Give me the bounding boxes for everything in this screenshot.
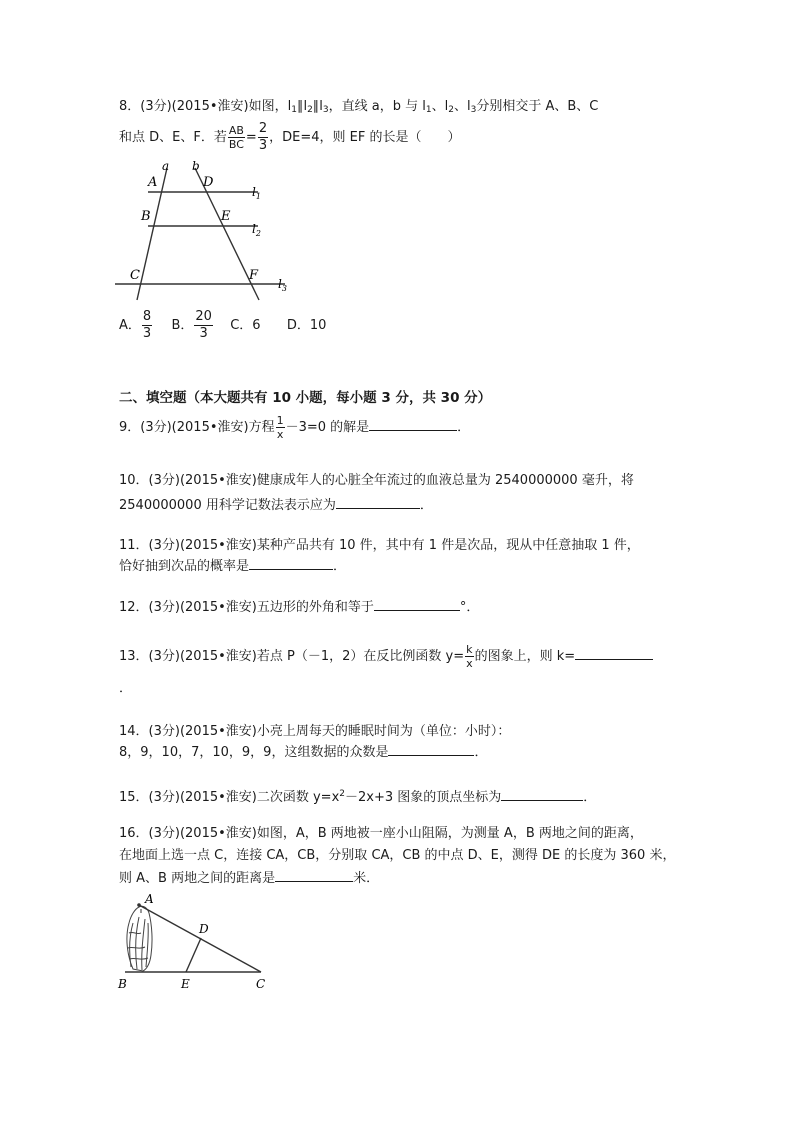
subscript: 2 [307,105,313,115]
answer-blank[interactable] [249,557,333,570]
q11-line2 [119,557,346,576]
option-c: C．6 [230,318,261,333]
q8-line2 [119,122,460,153]
q16-end: 米． [353,871,380,886]
subscript: 2 [448,105,454,115]
answer-blank[interactable] [501,788,583,801]
q9-text: －3=0 的解是 [285,420,370,435]
q16-line3 [119,869,379,888]
fraction-k-x: $\frac{k}{x}$ [466,643,473,670]
label-A: A [145,893,154,906]
q10-end: ． [419,498,433,513]
label-C: C [130,268,140,283]
option-b-fraction: $\frac{20}{3}$ [195,309,212,341]
q15 [119,785,596,807]
q8-text: 分别相交于 A、B、C [476,99,599,114]
q8-text: 和点 D、E、F．若 [119,130,227,145]
q12 [119,598,479,617]
label-F: F [249,268,259,283]
q11-line1: 11．(3分)(2015•淮安)某种产品共有 10 件，其中有 1 件是次品，现从中任意抽取 1 件， [119,538,640,553]
label-C: C [256,977,266,991]
label-l3: $l_3$ [278,277,287,293]
label-E: E [221,209,231,224]
q13-end: ． [119,681,133,696]
subscript: 3 [322,105,329,115]
label-b: b [192,159,200,173]
q8-line1 [119,98,598,119]
label-B: B [141,209,151,224]
option-d: D．10 [286,318,327,333]
answer-blank[interactable] [369,418,457,431]
q9-text: 9．(3分)(2015•淮安)方程 [119,420,275,435]
q16-text: 则 A、B 两地之间的距离是 [119,871,276,886]
q16-line2: 在地面上选一点 C，连接 CA，CB，分别取 CA，CB 的中点 D、E，测得 DE 的长度为 360 米， [119,848,676,863]
q14-line1: 14．(3分)(2015•淮安)小亮上周每天的睡眠时间为（单位：小时）： [119,724,511,739]
subscript: 1 [425,105,432,115]
q14-end: ． [474,745,488,760]
q13 [119,643,653,671]
q10-line1: 10．(3分)(2015•淮安)健康成年人的心脏全年流过的血液总量为 2540000000 毫升，将 [119,473,634,488]
label-D: D [199,922,209,936]
q16-figure [115,893,275,993]
q9-end: ． [457,420,471,435]
option-a-label: A． [119,318,141,333]
q8-text: 8．(3分)(2015•淮安)如图，l [119,99,292,114]
q15-text: 15．(3分)(2015•淮安)二次函数 y=x [119,790,340,805]
q16-line1: 16．(3分)(2015•淮安)如图，A，B 两地被一座小山阻隔，为测量 A，B 两地之间的距离， [119,826,643,841]
q12-text: 12．(3分)(2015•淮安)五边形的外角和等于 [119,600,374,615]
subscript: 3 [470,105,477,115]
answer-blank[interactable] [374,598,460,611]
q14-line2 [119,743,487,762]
label-D: D [203,175,214,190]
parallel-symbol: ∥l [296,99,308,114]
subscript: 1 [291,105,297,115]
q13-text: 13．(3分)(2015•淮安)若点 P（－1，2）在反比例函数 y= [119,649,465,664]
mountain-icon [127,906,152,971]
option-b-label: B． [171,318,194,333]
fraction-ab-bc: $\frac{AB}{BC}$ [228,124,244,151]
q8-text: 、l [453,99,471,114]
label-B: B [118,977,127,991]
q9 [119,414,470,442]
segment-DE [186,938,201,972]
label-l1: $l_1$ [252,185,261,201]
q10-line2 [119,496,433,515]
label-E: E [181,977,190,991]
q15-text: －2x+3 图象的顶点坐标为 [345,790,502,805]
fraction-2-3: $\frac{2}{3}$ [258,121,268,153]
point-A [137,903,141,907]
answer-blank[interactable] [388,743,474,756]
q13-text: 的图象上，则 k= [474,649,576,664]
label-a: a [162,159,170,173]
fraction-1-x: $\frac{1}{x}$ [276,414,284,441]
q12-end: °． [459,600,480,615]
q8-text: 、l [431,99,449,114]
q14-text: 8，9，10，7，10，9，9，这组数据的众数是 [119,745,389,760]
answer-blank[interactable] [575,647,653,660]
label-l2: $l_2$ [252,222,261,238]
q10-text: 2540000000 用科学记数法表示应为 [119,498,336,513]
q11-text: 恰好抽到次品的概率是 [119,559,250,574]
answer-blank[interactable] [336,496,420,509]
answer-blank[interactable] [275,869,353,882]
superscript: 2 [339,789,345,799]
q8-figure [115,158,295,308]
parallel-symbol: ∥l [312,99,323,114]
segment-AC [139,905,261,972]
q11-end: ． [333,559,347,574]
option-a-fraction: $\frac{8}{3}$ [142,309,152,341]
equals: = [245,130,257,145]
q8-text: ，DE=4，则 EF 的长是（ ） [269,130,461,145]
q15-end: ． [583,790,597,805]
section2-title: 二、填空题（本大题共有 10 小题，每小题 3 分，共 30 分） [119,390,492,406]
label-A: A [148,175,158,190]
q8-options [119,310,326,341]
q8-text: ，直线 a，b 与 l [328,99,426,114]
